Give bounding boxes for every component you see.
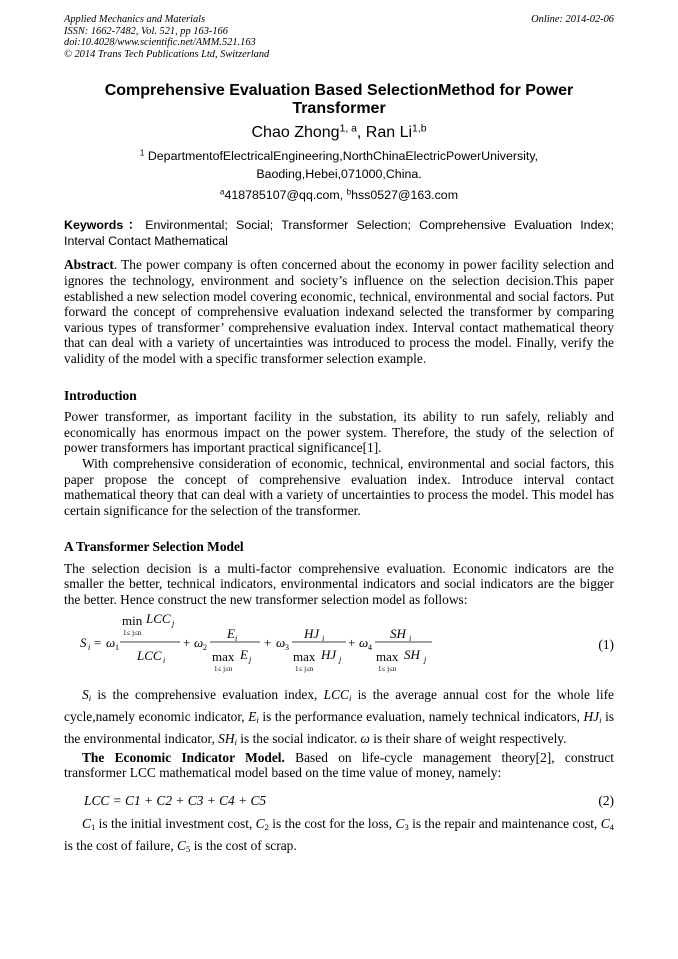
svg-text:ω: ω — [276, 634, 286, 650]
paper-page — [64, 14, 614, 857]
issn-line: ISSN: 1662-7482, Vol. 521, pp 163-166 — [64, 25, 228, 37]
email-superscript: a — [219, 187, 225, 197]
svg-text:E: E — [240, 646, 248, 662]
definition-text: is the environmental indicator, — [64, 708, 614, 746]
definition-text: is the repair and maintenance cost, — [408, 815, 601, 831]
symbol-subscript: i — [348, 692, 352, 703]
symbol-subscript: 1 — [90, 822, 96, 833]
svg-text:SH: SH — [404, 646, 420, 662]
definition-text: is the initial investment cost, — [95, 815, 256, 831]
equation-1-formula — [64, 612, 544, 684]
abstract-label: Abstract — [64, 257, 114, 273]
symbol: C — [395, 815, 405, 831]
symbol: SH — [218, 730, 235, 746]
svg-text:j: j — [339, 654, 342, 664]
symbol-subscript: 2 — [264, 822, 269, 833]
svg-text:1≤ j≤n: 1≤ j≤n — [214, 664, 233, 673]
symbol: C — [177, 837, 186, 853]
abstract-text: . The power company is often concerned about the economy in power facility selection and ignores the technology, environment and society’s influence on the selection decision.This paper established a new selection model covering economic, technical, environmental and social factors. Put forward the concept of comprehensive evaluation indexand selected the transformer by comparing various types of transformer’ comprehensive evaluation index. Interval contact mathematical theory that can deal with a variety of uncertainties was introduced to process the model. Finally, verify the validity of the model with a specific transformer selection example. — [64, 257, 614, 366]
affiliation-superscript: 1 — [139, 148, 145, 158]
affiliation — [64, 147, 614, 183]
svg-text:S: S — [80, 634, 87, 650]
svg-text:1≤ j≤n: 1≤ j≤n — [295, 664, 314, 673]
symbol-subscript: 3 — [404, 822, 409, 833]
svg-text:E: E — [227, 625, 235, 641]
journal-header — [64, 14, 614, 60]
paragraph — [64, 750, 614, 781]
equation-2-formula: LCC = C1 + C2 + C3 + C4 + C5 — [84, 792, 267, 808]
definition-text: is the comprehensive evaluation index, — [91, 686, 324, 702]
keywords-text: Environmental; Social; Transformer Selection; Comprehensive Evaluation Index; Interval Contact Mathematical — [64, 218, 614, 248]
svg-text:j: j — [424, 654, 427, 664]
symbol: HJ — [583, 708, 600, 724]
definition-text: is their share of weight respectively. — [369, 730, 567, 746]
symbol: LCC — [323, 686, 349, 702]
email-address: 418785107@qq.com, — [224, 188, 347, 203]
symbol: E — [248, 708, 257, 724]
doi-line: doi:10.4028/www.scientific.net/AMM.521.163 — [64, 37, 256, 49]
author-superscript: 1, a — [339, 123, 357, 135]
online-date: Online: 2014-02-06 — [531, 14, 614, 25]
svg-text:4: 4 — [368, 642, 372, 652]
symbol: ω — [360, 730, 370, 746]
author-separator: , — [356, 124, 366, 142]
journal-name: Applied Mechanics and Materials — [64, 14, 206, 25]
email-superscript: b — [346, 187, 352, 197]
symbol-subscript: i — [88, 692, 92, 703]
author-name: Chao Zhong — [251, 124, 340, 142]
svg-text:1≤ j≤n: 1≤ j≤n — [378, 664, 397, 673]
equation-1 — [64, 612, 614, 684]
author-line — [64, 124, 614, 142]
svg-text:2: 2 — [203, 642, 207, 652]
copyright-line: © 2014 Trans Tech Publications Ltd, Switzerland — [64, 48, 270, 60]
svg-text:LCC: LCC — [146, 611, 171, 626]
abstract — [64, 257, 614, 366]
symbol-subscript: 4 — [609, 822, 615, 833]
svg-text:+: + — [264, 634, 272, 650]
svg-text:min: min — [122, 612, 143, 628]
symbol: S — [82, 686, 89, 702]
definition-text: is the cost of failure, — [64, 837, 178, 853]
svg-text:ω: ω — [359, 634, 369, 650]
affiliation-line: Baoding,Hebei,071000,China. — [256, 167, 422, 182]
svg-text:=: = — [94, 634, 102, 650]
svg-text:HJ: HJ — [304, 625, 320, 641]
svg-text:3: 3 — [285, 642, 289, 652]
svg-text:max: max — [376, 648, 399, 664]
definition-text: is the performance evaluation, namely technical indicators, — [258, 708, 584, 724]
svg-text:i: i — [235, 633, 238, 643]
subsection-label: The Economic Indicator Model. — [82, 749, 285, 765]
symbol-subscript: i — [234, 736, 237, 747]
svg-text:i: i — [409, 633, 412, 643]
paragraph: With comprehensive consideration of economic, technical, environmental and social factors, this paper propose the concept of comprehensive evaluation index. Introduce interval contact mathematical theory that can deal with a variety of uncertainties to process the model. This model has certain significance for the selection of the transformer. — [64, 455, 614, 518]
keywords — [64, 218, 614, 249]
equation-number: (2) — [598, 792, 614, 808]
svg-text:i: i — [88, 642, 91, 652]
definition-text: is the social indicator. — [236, 730, 361, 746]
svg-text:max: max — [212, 648, 235, 664]
equation-number: (1) — [598, 636, 614, 652]
definition-text: is the cost of scrap. — [190, 837, 297, 853]
symbol-subscript: 5 — [185, 844, 191, 855]
symbol: C — [600, 815, 610, 831]
svg-text:i: i — [322, 633, 325, 643]
definition-text: is the average annual cost for the whole life cycle,namely economic indicator, — [64, 686, 614, 724]
svg-text:i: i — [163, 655, 166, 665]
svg-text:j: j — [249, 654, 252, 664]
svg-text:ω: ω — [194, 634, 204, 650]
paragraph: Power transformer, as important facility in the substation, its ability to run safely, reliably and economically has enormous impact on the power system. Therefore, the study of the selection of power transformers has important practical significance[1]. — [64, 409, 614, 456]
equation-1-definitions — [64, 684, 614, 750]
definition-text: is the cost for the loss, — [268, 815, 396, 831]
section-heading: A Transformer Selection Model — [64, 539, 244, 555]
symbol-subscript: i — [599, 714, 602, 725]
svg-text:SH: SH — [390, 625, 406, 641]
symbol-subscript: i — [256, 714, 259, 725]
equation-2 — [64, 789, 614, 813]
svg-text:+: + — [183, 634, 191, 650]
svg-text:HJ: HJ — [321, 646, 337, 662]
paragraph-text: Based on life-cycle management theory[2], construct transformer LCC mathematical model based on the time value of money, namely: — [64, 749, 614, 781]
svg-text:1≤ j≤n: 1≤ j≤n — [123, 628, 142, 637]
email-address: hss0527@163.com — [351, 188, 459, 203]
affiliation-line: DepartmentofElectricalEngineering,NorthChinaElectricPowerUniversity, — [144, 149, 539, 164]
paper-title: Comprehensive Evaluation Based SelectionMethod for Power Transformer — [104, 82, 574, 118]
section-heading: Introduction — [64, 387, 137, 403]
svg-text:1: 1 — [115, 642, 119, 652]
author-superscript: 1,b — [412, 123, 427, 135]
svg-text:+: + — [348, 634, 356, 650]
symbol: C — [82, 815, 91, 831]
svg-text:LCC: LCC — [137, 647, 162, 663]
author-emails — [64, 186, 614, 204]
symbol: C — [255, 815, 265, 831]
keywords-label: Keywords： — [64, 218, 146, 233]
svg-text:j: j — [172, 618, 175, 628]
paragraph: The selection decision is a multi-factor comprehensive evaluation. Economic indicators are the smaller the better, technical indicators, environmental indicators and social indicators are the bigger the better. Hence construct the new transformer selection model as follows: — [64, 560, 614, 608]
author-name: Ran Li — [365, 124, 413, 142]
svg-text:ω: ω — [106, 634, 116, 650]
svg-text:max: max — [293, 648, 316, 664]
equation-2-definitions — [64, 813, 614, 857]
